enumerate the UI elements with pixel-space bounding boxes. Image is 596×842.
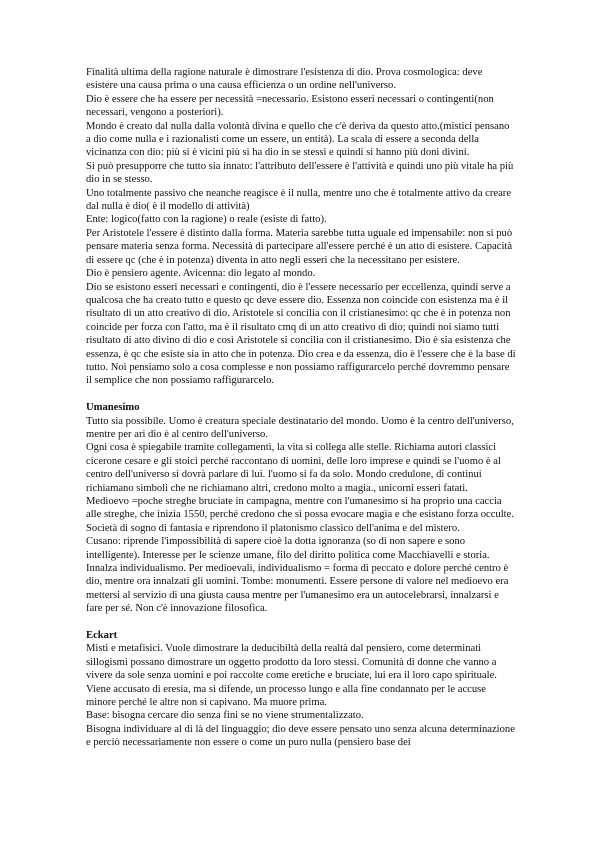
paragraph: Dio è essere che ha essere per necessità =necessario. Esistono esseri necessari o contingenti(non necessari, vengono a posteriori).: [86, 93, 494, 119]
paragraph: Medioevo =poche streghe bruciate in campagna, mentre con l'umanesimo si ha proprio una caccia alle streghe, che inizia 1550, perché credono che si possa evocare magia e che esistano forza occulte. Società di sogno di fantasia e riprendono il platonismo classico dell'anima e del mistero.: [86, 495, 514, 534]
section-spacer: [86, 388, 516, 401]
section-intro: [86, 66, 516, 388]
paragraph: Base: bisogna cercare dio senza fini se no viene strumentalizzato.: [86, 710, 364, 722]
paragraph: Tutto sia possibile. Uomo è creatura speciale destinatario del mondo. Uomo è la centro dell'universo, mentre per ari dio è al centro dell'universo.: [86, 415, 514, 440]
paragraph: Dio è pensiero agente. Avicenna: dio legato al mondo.: [86, 268, 316, 280]
document-page: [86, 66, 516, 750]
paragraph: Dio se esistono esseri necessari e contingenti, dio è l'essere necessario per eccellenza, quindi serve a qualcosa che ha creato tutto e questo qc deve essere dio. Essenza non coincide con esistenza ma è il risultato di un atto creativo di dio. Aristotele si concilia con il cristianesimo: qc che è in potenza non coincide per forza con l'atto, ma è il risultato cmq di un atto creativo di dio; quindi noi siamo tutti risultato di atto divino di dio e così Aristotele si concilia con il cristianesimo. Dio è sia esistenza che essenza, è qc che esiste sia in atto che in potenza. Dio crea e da essenza, dio è l'essere che è la base di tutto. Noi pensiamo solo a cosa complesse e non possiamo raffigurarcelo perché dovremmo pensare il semplice che non possiamo raffigurarcelo.: [86, 281, 516, 387]
paragraph: Finalità ultima della ragione naturale è dimostrare l'esistenza di dio. Prova cosmologica: deve esistere una causa prima o una causa efficienza o un ordine nell'universo.: [86, 67, 483, 92]
section-spacer: [86, 616, 516, 629]
paragraph: Cusano: riprende l'impossibilità di sapere cioè la dotta ignoranza (so di non sapere e sono intelligente). Interesse per le scienze umane, filo del diritto politica come Macchiavelli e storia.: [86, 536, 490, 561]
paragraph: Si può presupporre che tutto sia innato: l'attributo dell'essere è l'attività e quindi uno più vitale ha più dio in se stesso.: [86, 160, 514, 186]
paragraph: Mondo è creato dal nulla dalla volontà divina e quello che c'è deriva da questo atto.(mistici pensano a dio come nulla e i razionalisti come un essere, un entità). La scala di essere a seconda della vicinanza con dio: più si è vicini più si ha dio in se stessi e quindi si hanno più doni divini.: [86, 120, 510, 159]
paragraph: Uno totalmente passivo che neanche reagisce è il nulla, mentre uno che è totalmente attivo da creare dal nulla è dio( è il modello di attività): [86, 187, 512, 213]
paragraph: Ente: logico(fatto con la ragione) o reale (esiste di fatto).: [86, 214, 327, 226]
section-heading-umanesimo: Umanesimo: [86, 402, 140, 414]
section-umanesimo: [86, 401, 516, 616]
paragraph: Misti e metafisici. Vuole dimostrare la deducibiltà della realtà dal pensiero, come determinati sillogismi possano dimostrare un oggetto prodotto da loro stessi. Comunità di donne che vanno a vivere da sole senza uomini e poi raccolte come eretiche e bruciate, lui era il loro capo spirituale. Viene accusato di eresia, ma si difende, un processo lungo e alla fine condannato per le accuse minore perché le altre non si capivano. Ma muore prima.: [86, 643, 497, 709]
paragraph: Ogni cosa è spiegabile tramite collegamenti, la vita si collega alle stelle. Richiama autori classici cicerone cesare e gli stoici perché raccontano di uomini, delle loro imprese e quindi se l'uomo è al centro dell'universo si dovrà parlare di lui. l'uomo si fa da solo. Mondo credulone, di continui richiamano simboli che ne richiamano altri, credono molto a magia., unicorni esseri fatati.: [86, 442, 501, 494]
section-heading-eckart: Eckart: [86, 630, 118, 642]
paragraph: Bisogna individuare al di là del linguaggio; dio deve essere pensato uno senza alcuna determinazione e perciò necessariamente non essere o come un puro nulla (pensiero base dei: [86, 723, 515, 749]
section-eckart: [86, 629, 516, 750]
paragraph: Per Aristotele l'essere è distinto dalla forma. Materia sarebbe tutta uguale ed impensabile: non si può pensare materia senza forma. Necessità di partecipare all'essere perché è un atto di esistere. Capacità di essere qc (che è in potenza) diventa in atto negli esseri che la necessitano per esistere.: [86, 227, 513, 266]
paragraph: Innalza individualismo. Per medioevali, individualismo = forma di peccato e dolore perché centro è dio, mentre ora innalzati gli uomini. Tombe: monumenti. Essere persone di valore nel medioevo era mettersi al servizio di una giusta causa mentre per l'umanesimo era un autocelebrarsi, innalzarsi e fare per sé. Non c'è innovazione filosofica.: [86, 563, 509, 615]
